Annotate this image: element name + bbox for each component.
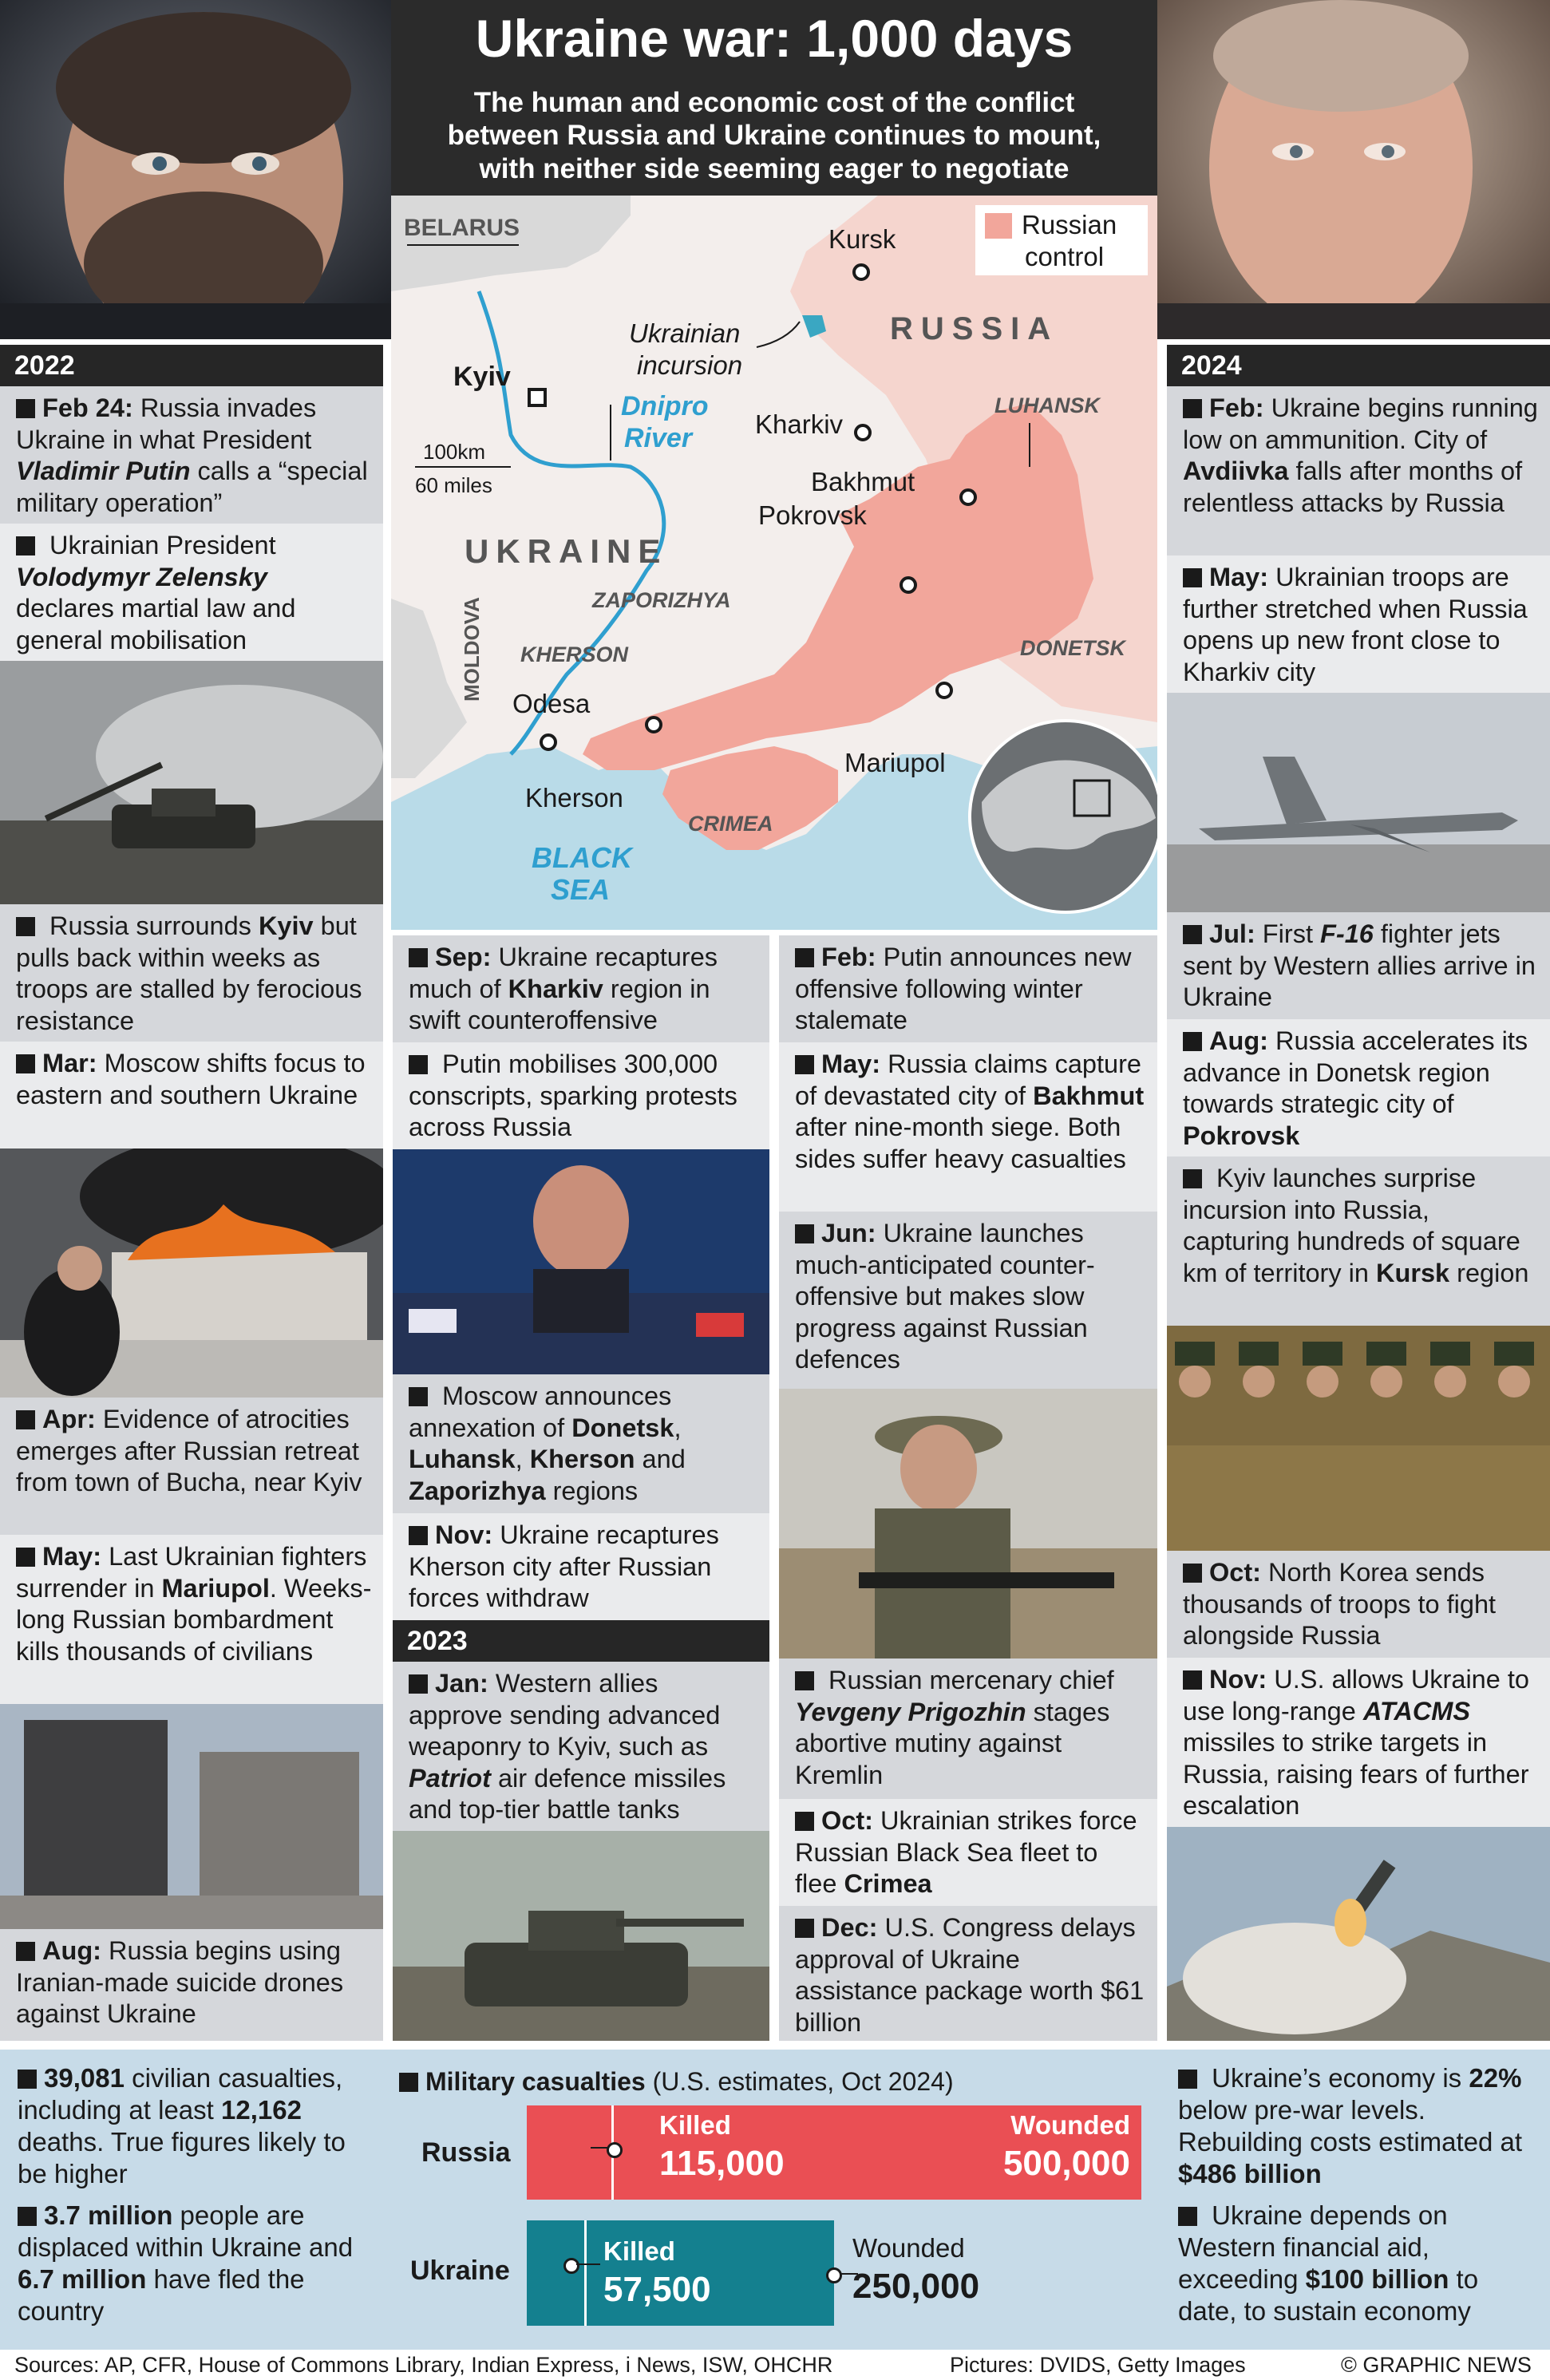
label-mariupol: Mariupol — [844, 748, 946, 777]
event-date: Dec: — [821, 1913, 878, 1942]
destroyed-building-photo — [0, 1704, 383, 1929]
russia-casualties-bar — [527, 2105, 1141, 2200]
stat-value: 22% — [1469, 2063, 1522, 2093]
event-card — [393, 1374, 769, 1513]
stat-text: deaths. True figures likely to be higher — [18, 2127, 346, 2188]
stat-value: $100 billion — [1305, 2264, 1449, 2294]
event-card — [1167, 1658, 1550, 1827]
event-card — [0, 1929, 383, 2041]
stat-text: have fled the country — [18, 2264, 305, 2326]
label-ukrainian-incursion-2: incursion — [637, 350, 743, 380]
label-kyiv: Kyiv — [453, 362, 511, 392]
f16-jet-photo — [1167, 693, 1550, 912]
legend-label-line2: control — [1025, 242, 1105, 271]
civilian-casualties-stat — [18, 2062, 377, 2190]
ukraine-wounded-marker — [826, 2267, 842, 2283]
event-text: U.S. allows Ukraine to use long-range — [1183, 1665, 1529, 1726]
stat-text: below pre-war levels. Rebuilding costs estimated at — [1178, 2095, 1523, 2157]
label-donetsk: DONETSK — [1020, 636, 1126, 660]
event-date: Feb: — [821, 943, 876, 971]
bullet-square — [1178, 2207, 1197, 2226]
event-date: Nov: — [435, 1520, 493, 1549]
label-pokrovsk: Pokrovsk — [758, 500, 867, 530]
ukraine-label: Ukraine — [410, 2255, 510, 2286]
stat-value: 6.7 million — [18, 2264, 147, 2294]
russia-killed-marker — [607, 2142, 623, 2158]
ukraine-map — [391, 196, 1157, 930]
bullet-square — [16, 1410, 35, 1429]
event-card — [1167, 386, 1550, 555]
label-crimea: CRIMEA — [688, 812, 773, 836]
label-moldova: MOLDOVA — [460, 597, 484, 702]
bullet-square — [399, 2073, 418, 2092]
event-text: Evidence of atrocities emerges after Russian retreat from town of Bucha, near Kyiv — [16, 1405, 362, 1496]
event-text: Ukraine launches much-anticipated counter-offensive but makes slow progress against Russian defences — [795, 1219, 1095, 1374]
event-date: Oct: — [1209, 1558, 1261, 1587]
event-text: Russia accelerates its advance in Donetsk region towards strategic city of — [1183, 1026, 1528, 1118]
event-text: Moscow shifts focus to eastern and southern Ukraine — [16, 1049, 366, 1109]
label-odesa: Odesa — [512, 689, 591, 718]
event-card — [0, 1042, 383, 1148]
event-highlight: Kherson — [529, 1445, 635, 1473]
footer-sources: Sources: AP, CFR, House of Commons Library, Indian Express, i News, ISW, OHCHR — [14, 2353, 833, 2377]
label-kursk: Kursk — [828, 224, 896, 254]
putin-portrait — [1157, 0, 1550, 339]
event-card — [779, 1799, 1157, 1906]
event-highlight: Mariupol — [161, 1573, 270, 1603]
ukraine-killed-label: Killed — [603, 2236, 675, 2266]
bullet-square — [795, 1055, 814, 1074]
event-highlight: Crimea — [844, 1869, 932, 1898]
event-date: May: — [42, 1542, 102, 1571]
event-text: fighter jets sent by Western allies arrive in Ukraine — [1183, 919, 1536, 1011]
event-text: region — [1449, 1258, 1529, 1287]
bullet-square — [16, 1548, 35, 1567]
bullet-square — [16, 536, 35, 555]
ukraine-killed-value: 57,500 — [603, 2270, 711, 2309]
label-luhansk: LUHANSK — [994, 393, 1100, 417]
ukraine-wounded-value: 250,000 — [852, 2267, 980, 2306]
event-text: Putin mobilises 300,000 conscripts, sparking protests across Russia — [409, 1050, 737, 1141]
military-casualties-heading — [399, 2066, 1165, 2097]
footer-pictures: Pictures: DVIDS, Getty Images — [950, 2353, 1246, 2377]
event-text: but pulls back within weeks as troops are stalled by ferocious resistance — [16, 911, 362, 1035]
event-text: declares martial law and general mobilisation — [16, 594, 296, 654]
zelensky-portrait — [0, 0, 391, 339]
event-text: Ukrainian President — [42, 531, 276, 559]
bullet-square — [795, 1812, 814, 1831]
stat-text: people are displaced within Ukraine and — [18, 2200, 354, 2262]
event-highlight: Donetsk — [571, 1413, 674, 1442]
bullet-square — [795, 1671, 814, 1690]
event-text: Russia invades Ukraine in what President — [16, 393, 317, 454]
event-date: Feb: — [1209, 393, 1264, 422]
bullet-square — [409, 1387, 428, 1406]
battle-tank-photo — [393, 1831, 769, 2041]
event-date: Jul: — [1209, 919, 1255, 948]
bullet-square — [1178, 2070, 1197, 2089]
event-text: falls after months of relentless attacks by Russia — [1183, 457, 1523, 517]
kharkiv-marker — [856, 425, 870, 440]
russia-killed-label: Killed — [659, 2110, 731, 2140]
event-text: U.S. Congress delays approval of Ukraine assistance package worth $61 billion — [795, 1913, 1145, 2037]
event-highlight: Avdiivka — [1183, 457, 1289, 485]
year-header-2024: 2024 — [1167, 345, 1550, 386]
legend-label-line1: Russian — [1022, 210, 1117, 239]
event-date: Apr: — [42, 1405, 96, 1433]
label-scale-mi: 60 miles — [415, 473, 492, 497]
mariupol-marker — [937, 683, 951, 698]
bullet-square — [16, 1054, 35, 1073]
event-highlight: Luhansk — [409, 1445, 516, 1473]
event-highlight: Bakhmut — [1033, 1081, 1145, 1110]
bullet-square — [18, 2070, 37, 2089]
event-text: Ukraine begins running low on ammunition. City of — [1183, 393, 1538, 454]
event-text: missiles to strike targets in Russia, raising fears of further escalation — [1183, 1728, 1529, 1820]
burning-house-photo — [0, 1148, 383, 1398]
odesa-marker — [541, 735, 556, 749]
event-text: Western allies approve sending advanced weaponry to Kyiv, such as — [409, 1669, 721, 1761]
stat-text: to date, to sustain economy — [1178, 2264, 1479, 2326]
event-text: air defence missiles and top-tier battle tanks — [409, 1763, 726, 1824]
event-card — [1167, 1156, 1550, 1326]
bullet-square — [409, 1055, 428, 1074]
label-ukraine: UKRAINE — [465, 532, 668, 570]
kursk-marker — [854, 265, 868, 279]
event-text: and — [635, 1445, 686, 1473]
bullet-square — [1183, 925, 1202, 944]
event-text: Russian mercenary chief — [821, 1666, 1114, 1694]
bullet-square — [18, 2207, 37, 2226]
ukraine-killed-pointer — [576, 2263, 600, 2265]
event-text: North Korea sends thousands of troops to fight alongside Russia — [1183, 1558, 1497, 1650]
bullet-square — [1183, 1564, 1202, 1583]
pokrovsk-marker — [901, 578, 915, 592]
event-card — [1167, 1551, 1550, 1658]
event-date: Aug: — [1209, 1026, 1268, 1055]
event-card — [0, 524, 383, 661]
event-text: after nine-month siege. Both sides suffer heavy casualties — [795, 1113, 1126, 1173]
label-bakhmut: Bakhmut — [811, 467, 915, 496]
event-date: Nov: — [1209, 1665, 1267, 1694]
bullet-square — [795, 1224, 814, 1243]
event-highlight: Zaporizhya — [409, 1476, 546, 1505]
bullet-square — [1183, 399, 1202, 418]
event-text: First — [1255, 919, 1321, 948]
event-text: . Weeks-long Russian bombardment kills thousands of civilians — [16, 1573, 372, 1666]
bullet-square — [16, 1942, 35, 1961]
heading-bold: Military casualties — [425, 2067, 646, 2096]
economy-stat — [1178, 2062, 1537, 2190]
event-date: Aug: — [42, 1936, 101, 1965]
event-date: Jan: — [435, 1669, 488, 1698]
label-ukrainian-incursion-1: Ukrainian — [629, 318, 741, 348]
bullet-square — [1183, 1032, 1202, 1051]
event-highlight: Patriot — [409, 1763, 491, 1793]
label-kherson-region: KHERSON — [520, 642, 629, 666]
event-highlight: Volodymyr Zelensky — [16, 562, 267, 591]
event-date: Sep: — [435, 943, 492, 971]
bullet-square — [1183, 568, 1202, 587]
stat-text: civilian casualties, including at least — [18, 2063, 343, 2125]
stat-value: $486 billion — [1178, 2159, 1322, 2188]
label-dnipro-1: Dnipro — [621, 391, 709, 421]
event-text: Russia surrounds — [42, 911, 259, 940]
event-text: Ukraine recaptures Kherson city after Russian forces withdraw — [409, 1520, 719, 1612]
bullet-square — [409, 1526, 428, 1545]
stat-value: 3.7 million — [44, 2200, 173, 2230]
label-black-sea-1: BLACK — [532, 841, 632, 874]
page-title: Ukraine war: 1,000 days — [475, 9, 1074, 68]
heading-rest: (U.S. estimates, Oct 2024) — [645, 2067, 954, 2096]
event-highlight: Kursk — [1376, 1258, 1450, 1287]
event-text: regions — [545, 1476, 639, 1505]
event-card — [0, 904, 383, 1042]
subtitle-line: between Russia and Ukraine continues to mount, — [447, 120, 1101, 152]
putin-rally-photo — [393, 1149, 769, 1374]
event-text: region in swift counteroffensive — [409, 974, 710, 1034]
event-text: , — [515, 1445, 530, 1473]
event-card — [779, 1042, 1157, 1212]
bullet-square — [409, 1674, 428, 1694]
subtitle-line: with neither side seeming eager to negotiate — [479, 152, 1070, 184]
stat-value: 39,081 — [44, 2063, 125, 2093]
bullet-square — [795, 1919, 814, 1938]
label-zaporizhya: ZAPORIZHYA — [592, 588, 731, 612]
label-russia: RUSSIA — [890, 311, 1059, 346]
event-card — [1167, 1019, 1550, 1156]
kherson-marker — [646, 718, 661, 732]
event-text: Russia begins using Iranian-made suicide drones against Ukraine — [16, 1936, 344, 2028]
russia-killed-pointer — [591, 2147, 608, 2149]
label-kharkiv: Kharkiv — [755, 409, 844, 439]
year-header-2022: 2022 — [0, 345, 383, 386]
atacms-launch-photo — [1167, 1827, 1550, 2041]
kyiv-marker — [529, 389, 545, 405]
event-date: Feb 24: — [42, 393, 133, 422]
event-date: Mar: — [42, 1049, 97, 1077]
event-highlight: Kharkiv — [508, 974, 603, 1003]
event-card — [779, 1212, 1157, 1389]
event-highlight: Kyiv — [258, 911, 314, 940]
event-card — [779, 1658, 1157, 1799]
event-card — [0, 1398, 383, 1535]
event-text: Russia claims capture of devastated city of — [795, 1050, 1141, 1110]
event-card — [393, 1513, 769, 1620]
bullet-square — [16, 917, 35, 936]
bullet-square — [1183, 1169, 1202, 1188]
event-card — [0, 1535, 383, 1704]
bullet-square — [409, 948, 428, 967]
stat-value: 12,162 — [221, 2095, 302, 2125]
bullet-square — [1183, 1670, 1202, 1690]
label-dnipro-2: River — [624, 423, 693, 453]
event-text: Ukrainian strikes force Russian Black Sea fleet to flee — [795, 1806, 1137, 1898]
event-highlight: Yevgeny Prigozhin — [795, 1697, 1026, 1726]
ukraine-casualties-bar — [527, 2220, 834, 2326]
bullet-square — [16, 399, 35, 418]
russia-label: Russia — [421, 2137, 511, 2168]
event-text: Last Ukrainian fighters surrender in — [16, 1542, 367, 1603]
burning-tank-photo — [0, 661, 383, 904]
bakhmut-marker — [961, 490, 975, 504]
label-kherson-city: Kherson — [525, 783, 623, 812]
event-card — [1167, 555, 1550, 693]
label-black-sea-2: SEA — [551, 873, 611, 906]
event-date: Oct: — [821, 1806, 873, 1835]
event-text: Kyiv launches surprise incursion into Russia, capturing hundreds of square km of territory in — [1183, 1164, 1520, 1287]
event-card — [393, 1042, 769, 1149]
event-text: stages abortive mutiny against Kremlin — [795, 1697, 1110, 1789]
footer-credit: © GRAPHIC NEWS — [1341, 2353, 1532, 2377]
event-card — [779, 1906, 1157, 2041]
event-highlight: Pokrovsk — [1183, 1121, 1300, 1150]
russia-wounded-value: 500,000 — [1002, 2144, 1130, 2183]
event-highlight: ATACMS — [1362, 1696, 1471, 1726]
event-text: Moscow announces annexation of — [409, 1382, 672, 1442]
event-date: Jun: — [821, 1219, 876, 1247]
ukraine-killed-marker — [563, 2258, 579, 2274]
event-date: May: — [821, 1050, 881, 1078]
bullet-square — [795, 948, 814, 967]
event-text: calls a “special military operation” — [16, 457, 368, 517]
label-scale-km: 100km — [423, 440, 486, 464]
event-card — [779, 935, 1157, 1042]
event-text: Putin announces new offensive following winter stalemate — [795, 943, 1132, 1034]
event-text: Ukraine recaptures much of — [409, 943, 718, 1003]
page-subtitle — [391, 86, 1157, 185]
event-card — [393, 1662, 769, 1831]
event-highlight: Vladimir Putin — [16, 457, 191, 485]
event-card — [393, 935, 769, 1042]
event-text: , — [674, 1413, 682, 1442]
event-card — [0, 386, 383, 524]
event-text: Ukrainian troops are further stretched when Russia opens up new front close to Kharkiv city — [1183, 563, 1528, 686]
prigozhin-photo — [779, 1389, 1157, 1658]
western-aid-stat — [1178, 2200, 1537, 2327]
event-card — [1167, 912, 1550, 1019]
label-belarus: BELARUS — [404, 215, 520, 241]
legend-swatch — [985, 213, 1012, 239]
north-korean-troops-photo — [1167, 1326, 1550, 1551]
year-header-2023: 2023 — [393, 1620, 769, 1662]
displaced-stat — [18, 2200, 377, 2327]
subtitle-line: The human and economic cost of the conflict — [473, 87, 1075, 118]
russia-killed-value: 115,000 — [659, 2144, 785, 2183]
event-highlight: F-16 — [1320, 919, 1374, 948]
ukraine-wounded-label: Wounded — [852, 2233, 965, 2263]
russia-wounded-label: Wounded — [1010, 2110, 1130, 2140]
event-date: May: — [1209, 563, 1269, 591]
stat-text: Ukraine’s economy is — [1204, 2063, 1469, 2093]
footer — [0, 2350, 1550, 2380]
ukraine-divider — [584, 2220, 587, 2326]
stat-text: Ukraine depends on Western financial aid, exceeding — [1178, 2200, 1448, 2294]
